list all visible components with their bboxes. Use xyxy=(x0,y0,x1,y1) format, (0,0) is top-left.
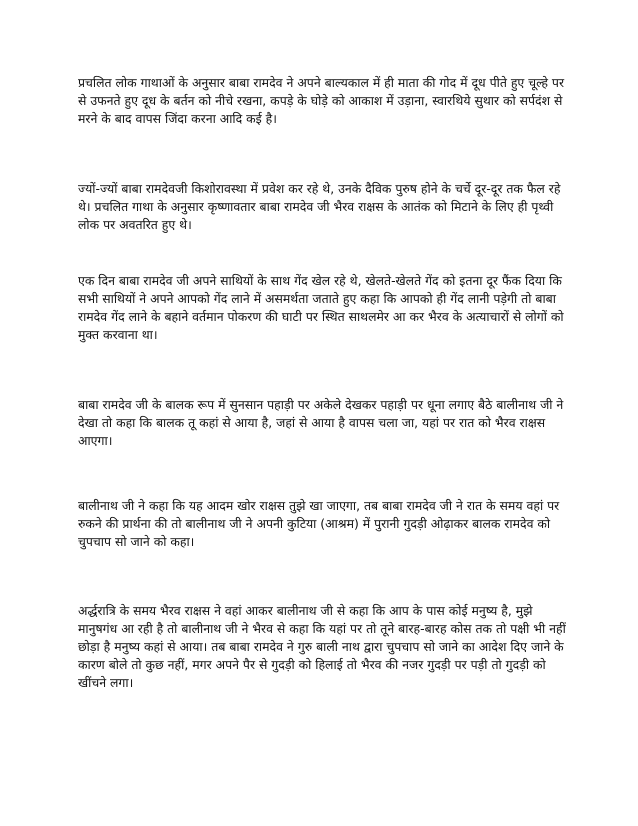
paragraph-1: प्रचलित लोक गाथाओं के अनुसार बाबा रामदेव ने अपने बाल्यकाल में ही माता की गोद में दूध पीते हुए चूल्हे पर से उफनते हुए दूध के बर्तन को नीचे रखना, कपड़े के घोड़े को आकाश में उड़ाना, स्वारथिये सुथार को सर्पदंश से मरने के बाद वापस जिंदा करना आदि कई है। xyxy=(78,75,565,126)
paragraph-4: बाबा रामदेव जी के बालक रूप में सुनसान पहाड़ी पर अकेले देखकर पहाड़ी पर धूना लगाए बैठे बालीनाथ जी ने देखा तो कहा कि बालक तू कहां से आया है, जहां से आया है वापस चला जा, यहां पर रात को भैरव राक्षस आएगा। xyxy=(78,397,564,448)
paragraph-5: बालीनाथ जी ने कहा कि यह आदम खोर राक्षस तुझे खा जाएगा, तब बाबा रामदेव जी ने रात के समय वहां पर रुकने की प्रार्थना की तो बालीनाथ जी ने अपनी कुटिया (आश्रम) में पुरानी गुदड़ी ओढ़ाकर बालक रामदेव को चुपचाप सो जाने को कहा। xyxy=(78,498,560,549)
paragraph-3: एक दिन बाबा रामदेव जी अपने साथियों के साथ गेंद खेल रहे थे, खेलते-खेलते गेंद को इतना दूर फैंक दिया कि सभी साथियों ने अपने आपको गेंद लाने में असमर्थता जताते हुए कहा कि आपको ही गेंद लानी पड़ेगी तो बाबा रामदेव गेंद लाने के बहाने वर्तमान पोकरण की घाटी पर स्थित साथलमेर आ कर भैरव के अत्याचारों से लोगों को मुक्त करवाना था। xyxy=(78,273,564,342)
paragraph-6: अर्द्धरात्रि के समय भैरव राक्षस ने वहां आकर बालीनाथ जी से कहा कि आप के पास कोई मनुष्य है, मुझे मानुषगंध आ रही है तो बालीनाथ जी ने भैरव से कहा कि यहां पर तो तूने बारह-बारह कोस तक तो पक्षी भी नहीं छोड़ा है मनुष्य कहां से आया। तब बाबा रामदेव ने गुरु बाली नाथ द्वारा चुपचाप सो जाने का आदेश दिए जाने के कारण बोले तो कुछ नहीं, मगर अपने पैर से गुदड़ी को हिलाई तो भैरव की नजर गुदड़ी पर पड़ी तो गुदड़ी को खींचने लगा। xyxy=(78,603,566,690)
paragraph-2: ज्यों-ज्यों बाबा रामदेवजी किशोरावस्था में प्रवेश कर रहे थे, उनके दैविक पुरुष होने के चर्चे दूर-दूर तक फैल रहे थे। प्रचलित गाथा के अनुसार कृष्णावतार बाबा रामदेव जी भैरव राक्षस के आतंक को मिटाने के लिए ही पृथ्वी लोक पर अवतरित हुए थे। xyxy=(78,181,561,232)
